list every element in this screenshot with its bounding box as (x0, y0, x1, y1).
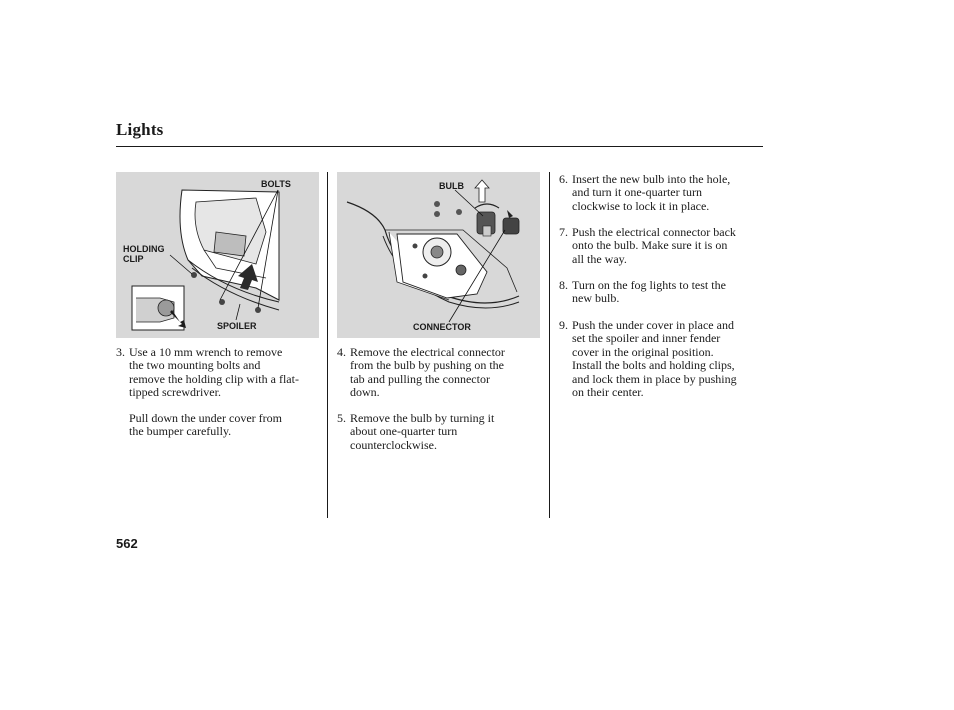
column-divider-1 (327, 172, 328, 518)
step-8-number: 8. (559, 278, 568, 292)
step-9-text: Push the under cover in place and set the spoiler and inner fender cover in the original position. Install the bolts and holding clips, and lock them in place by pushing on their center. (572, 318, 737, 400)
fog-light-drawing (337, 172, 540, 338)
bolts-label: BOLTS (261, 179, 291, 189)
step-5-number: 5. (337, 411, 346, 425)
bulb-label: BULB (439, 181, 464, 191)
title-divider (116, 146, 763, 147)
step-4-number: 4. (337, 345, 346, 359)
step-6-text: Insert the new bulb into the hole, and turn it one-quarter turn clockwise to lock it in place. (572, 172, 731, 213)
step-3-number: 3. (116, 345, 125, 359)
page-number: 562 (116, 536, 138, 551)
step-8-text: Turn on the fog lights to test the new bulb. (572, 278, 726, 306)
step-7-text: Push the electrical connector back onto the bulb. Make sure it is on all the way. (572, 225, 736, 266)
step-3-text: Use a 10 mm wrench to remove the two mounting bolts and remove the holding clip with a flat- tipped screwdriver. (129, 345, 299, 400)
step-3-note: Pull down the under cover from the bumper carefully. (129, 411, 282, 439)
connector-label: CONNECTOR (413, 322, 471, 332)
step-6-number: 6. (559, 172, 568, 186)
step-7-number: 7. (559, 225, 568, 239)
under-cover-illustration (116, 172, 319, 338)
step-9-number: 9. (559, 318, 568, 332)
step-4-text: Remove the electrical connector from the bulb by pushing on the tab and pulling the connector down. (350, 345, 505, 400)
holding-clip-label: HOLDING CLIP (123, 244, 165, 264)
section-title: Lights (116, 120, 164, 139)
step-5-text: Remove the bulb by turning it about one-quarter turn counterclockwise. (350, 411, 495, 452)
fog-light-bulb-illustration (337, 172, 540, 338)
spoiler-label: SPOILER (217, 321, 257, 331)
column-divider-2 (549, 172, 550, 518)
